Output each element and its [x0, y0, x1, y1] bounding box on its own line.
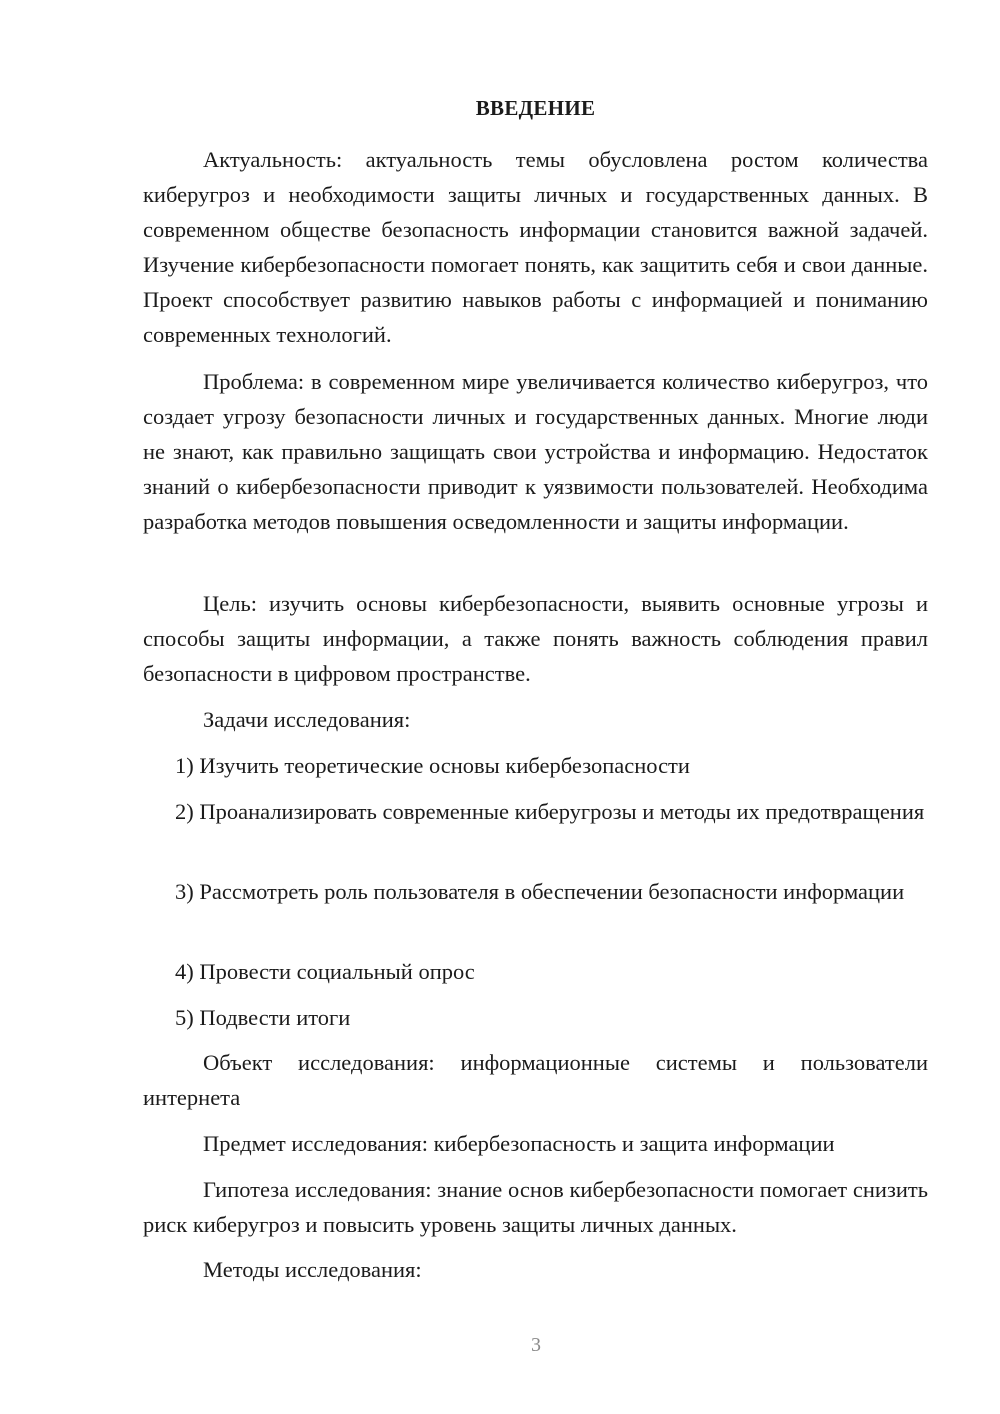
paragraph-object: Объект исследования: информационные системы и пользователи интернета	[143, 1050, 928, 1110]
task-item-5: 5) Подвести итоги	[175, 1005, 351, 1030]
paragraph-methods: Методы исследования:	[203, 1257, 422, 1282]
page-title: ВВЕДЕНИЕ	[475, 96, 596, 120]
paragraph-tasks-heading: Задачи исследования:	[203, 707, 411, 732]
paragraph-hypothesis: Гипотеза исследования: знание основ кибербезопасности помогает снизить риск киберугроз и повысить уровень защиты личных данных.	[143, 1177, 928, 1237]
paragraph-subject: Предмет исследования: кибербезопасность и защита информации	[203, 1131, 835, 1156]
task-item-4: 4) Провести социальный опрос	[175, 959, 475, 984]
page-number: 3	[531, 1334, 541, 1356]
task-item-3: 3) Рассмотреть роль пользователя в обеспечении безопасности информации	[175, 879, 905, 904]
paragraph-problem: Проблема: в современном мире увеличивается количество киберугроз, что создает угрозу безопасности личных и государственных данных. Многие люди не знают, как правильно защищать свои устройства и информацию. Недостаток знаний о кибербезопасности приводит к уязвимости пользователей. Необходима разработка методов повышения осведомленности и защиты информации.	[143, 369, 928, 534]
paragraph-relevance: Актуальность: актуальность темы обусловлена ростом количества киберугроз и необходимости защиты личных и государственных данных. В современном обществе безопасность информации становится важной задачей. Изучение кибербезопасности помогает понять, как защитить себя и свои данные. Проект способствует развитию навыков работы с информацией и пониманию современных технологий.	[143, 147, 928, 347]
task-item-1: 1) Изучить теоретические основы кибербезопасности	[175, 753, 690, 778]
paragraph-goal: Цель: изучить основы кибербезопасности, выявить основные угрозы и способы защиты информации, а также понять важность соблюдения правил безопасности в цифровом пространстве.	[143, 591, 928, 686]
task-item-2: 2) Проанализировать современные киберугрозы и методы их предотвращения	[175, 799, 925, 824]
